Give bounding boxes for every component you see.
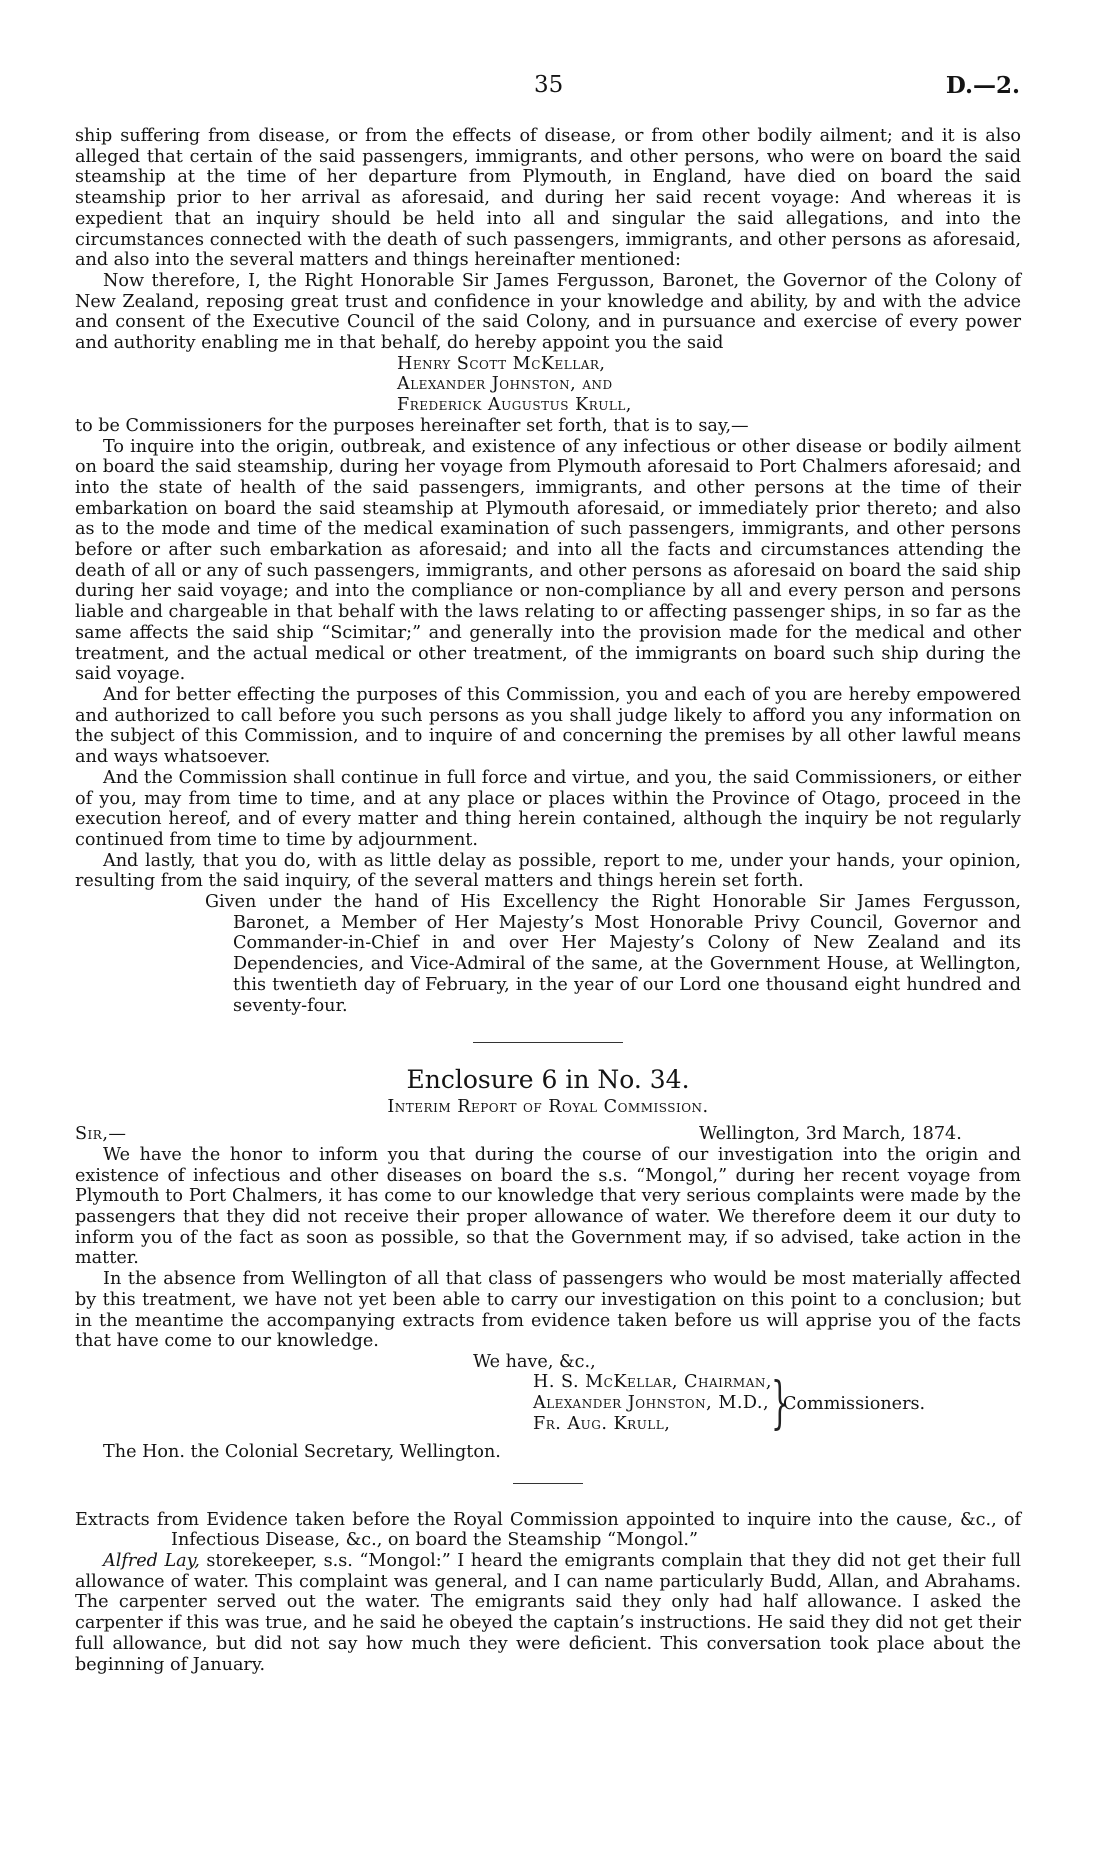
witness-name: Alfred Lay,	[103, 1551, 200, 1572]
section-divider	[513, 1483, 583, 1484]
document-body	[75, 126, 1021, 1675]
section-divider	[473, 1042, 623, 1043]
extracts-heading: Extracts from Evidence taken before the Royal Commission appointed to inquire into the cause, &c., of Infectious Disease, &c., on board the Steamship “Mongol.”	[75, 1509, 1021, 1551]
commissioner-name: Henry Scott McKellar,	[397, 353, 606, 374]
commissioner-names	[397, 354, 1021, 416]
letter-date: Wellington, 3rd March, 1874.	[699, 1123, 962, 1144]
enclosure-title: Enclosure 6 in No. 34.	[406, 1065, 690, 1095]
page-header	[0, 72, 1114, 102]
salutation-line	[75, 1124, 1021, 1145]
opening-paragraph: ship suffering from disease, or from the effects of disease, or from other bodily ailment; and it is also alleged that certain of the said passengers, immigrants, and other persons, who were on board the said steamship at the time of her departure from Plymouth, in England, have died on board the said steamship prior to her arrival as aforesaid, and during her said recent voyage: And whereas it is expedient that an inquiry should be held into all and singular the said allegations, and into the circumstances connected with the death of such passengers, immigrants, and other persons as aforesaid, and also into the several matters and things hereinafter mentioned:	[75, 126, 1021, 271]
salutation: Sir,—	[75, 1123, 127, 1144]
letter-paragraph-2: In the absence from Wellington of all that class of passengers who would be most materially affected by this treatment, we have not yet been able to carry our investigation on this point to a conclusion; but in the meantime the accompanying extracts from evidence taken before us will apprise you of the facts that have come to our knowledge.	[75, 1269, 1021, 1352]
testimony-text: storekeeper, s.s. “Mongol:” I heard the emigrants complain that they did not get their full allowance of water. This complaint was general, and I can name particularly Budd, Allan, and Abrahams. The carpenter served out the water. The emigrants said they only had half allowance. I asked the carpenter if this was true, and he said he obeyed the captain’s instructions. He said they did not get their full allowance, but did not say how much they were deficient. This conversation took place about the beginning of January.	[75, 1551, 1022, 1675]
commissioner-name: Frederick Augustus Krull,	[397, 395, 632, 416]
now-therefore-paragraph: Now therefore, I, the Right Honorable Sir James Fergusson, Baronet, the Governor of the Colony of New Zealand, reposing great trust and confidence in your knowledge and ability, by and with the advice and consent of the Executive Council of the said Colony, and in pursuance and exercise of every power and authority enabling me in that behalf, do hereby appoint you the said	[75, 270, 1021, 354]
document-reference: D.—2.	[945, 72, 1020, 99]
signatory: Alexander Johnston, M.D.,	[533, 1392, 770, 1413]
enclosure-subtitle: Interim Report of Royal Commission.	[387, 1097, 709, 1118]
inquire-paragraph: To inquire into the origin, outbreak, and existence of any infectious or other disease or bodily ailment on board the said steamship, during her voyage from Plymouth aforesaid to Port Chalmers aforesaid; and into the state of health of the said passengers, immigrants, and other persons at the time of their embarkation on board the said steamship at Plymouth aforesaid, or immediately prior thereto; and also as to the mode and time of the medical examination of such passengers, immigrants, and other persons before or after such embarkation as aforesaid; and into all the facts and circumstances attending the death of all or any of such passengers, immigrants, and other persons as aforesaid on board the said ship during her said voyage; and into the compliance or non-compliance by all and every person and persons liable and chargeable in that behalf with the laws relating to or affecting passenger ships, in so far as the same affects the said ship “Scimitar;” and generally into the provision made for the medical and other treatment, and the actual medical or other treatment, of the immigrants on board such ship during the said voyage.	[75, 436, 1021, 685]
letter-paragraph-1: We have the honor to inform you that during the course of our investigation into the origin and existence of infectious and other diseases on board the s.s. “Mongol,” during her recent voyage from Plymouth to Port Chalmers, it has come to our knowledge that very serious complaints were made by the passengers that they did not receive their proper allowance of water. We therefore deem it our duty to inform you of the fact as soon as possible, so that the Government may, if so advised, take action in the matter.	[75, 1144, 1021, 1269]
empowered-paragraph: And for better effecting the purposes of this Commission, you and each of you are hereby empowered and authorized to call before you such persons as you shall judge likely to afford you any information on the subject of this Commission, and to inquire of and concerning the premises by all other lawful means and ways whatsoever.	[75, 684, 1021, 768]
continue-paragraph: And the Commission shall continue in full force and virtue, and you, the said Commissioners, or either of you, may from time to time, and at any place or places within the Province of Otago, proceed in the execution hereof, and of every matter and thing herein contained, although the inquiry be not regularly continued from time to time by adjournment.	[75, 767, 1021, 850]
signature-block	[75, 1351, 1021, 1436]
testimony-paragraph	[75, 1551, 1021, 1675]
page-number: 35	[534, 72, 564, 98]
closing-line: We have, &c.,	[473, 1351, 596, 1372]
given-paragraph: Given under the hand of His Excellency the Right Honorable Sir James Fergusson, Baronet, a Member of Her Majesty’s Most Honorable Privy Council, Governor and Commander-in-Chief in and over Her Majesty’s Colony of New Zealand and its Dependencies, and Vice-Admiral of the same, at the Government House, at Wellington, this twentieth day of February, in the year of our Lord one thousand eight hundred and seventy-four.	[205, 892, 1021, 1016]
lastly-paragraph: And lastly, that you do, with as little delay as possible, report to me, under your hands, your opinion, resulting from the said inquiry, of the several matters and things herein set forth.	[75, 850, 1021, 892]
commissioner-name: Alexander Johnston, and	[397, 374, 613, 395]
to-be-line: to be Commissioners for the purposes hereinafter set forth, that is to say,—	[75, 415, 749, 436]
signatory: Fr. Aug. Krull,	[533, 1413, 671, 1434]
brace-icon: }	[771, 1370, 789, 1436]
commissioners-label: Commissioners.	[783, 1393, 926, 1414]
signatory: H. S. McKellar, Chairman,	[533, 1371, 772, 1392]
addressee-line: The Hon. the Colonial Secretary, Wellington.	[103, 1441, 501, 1462]
